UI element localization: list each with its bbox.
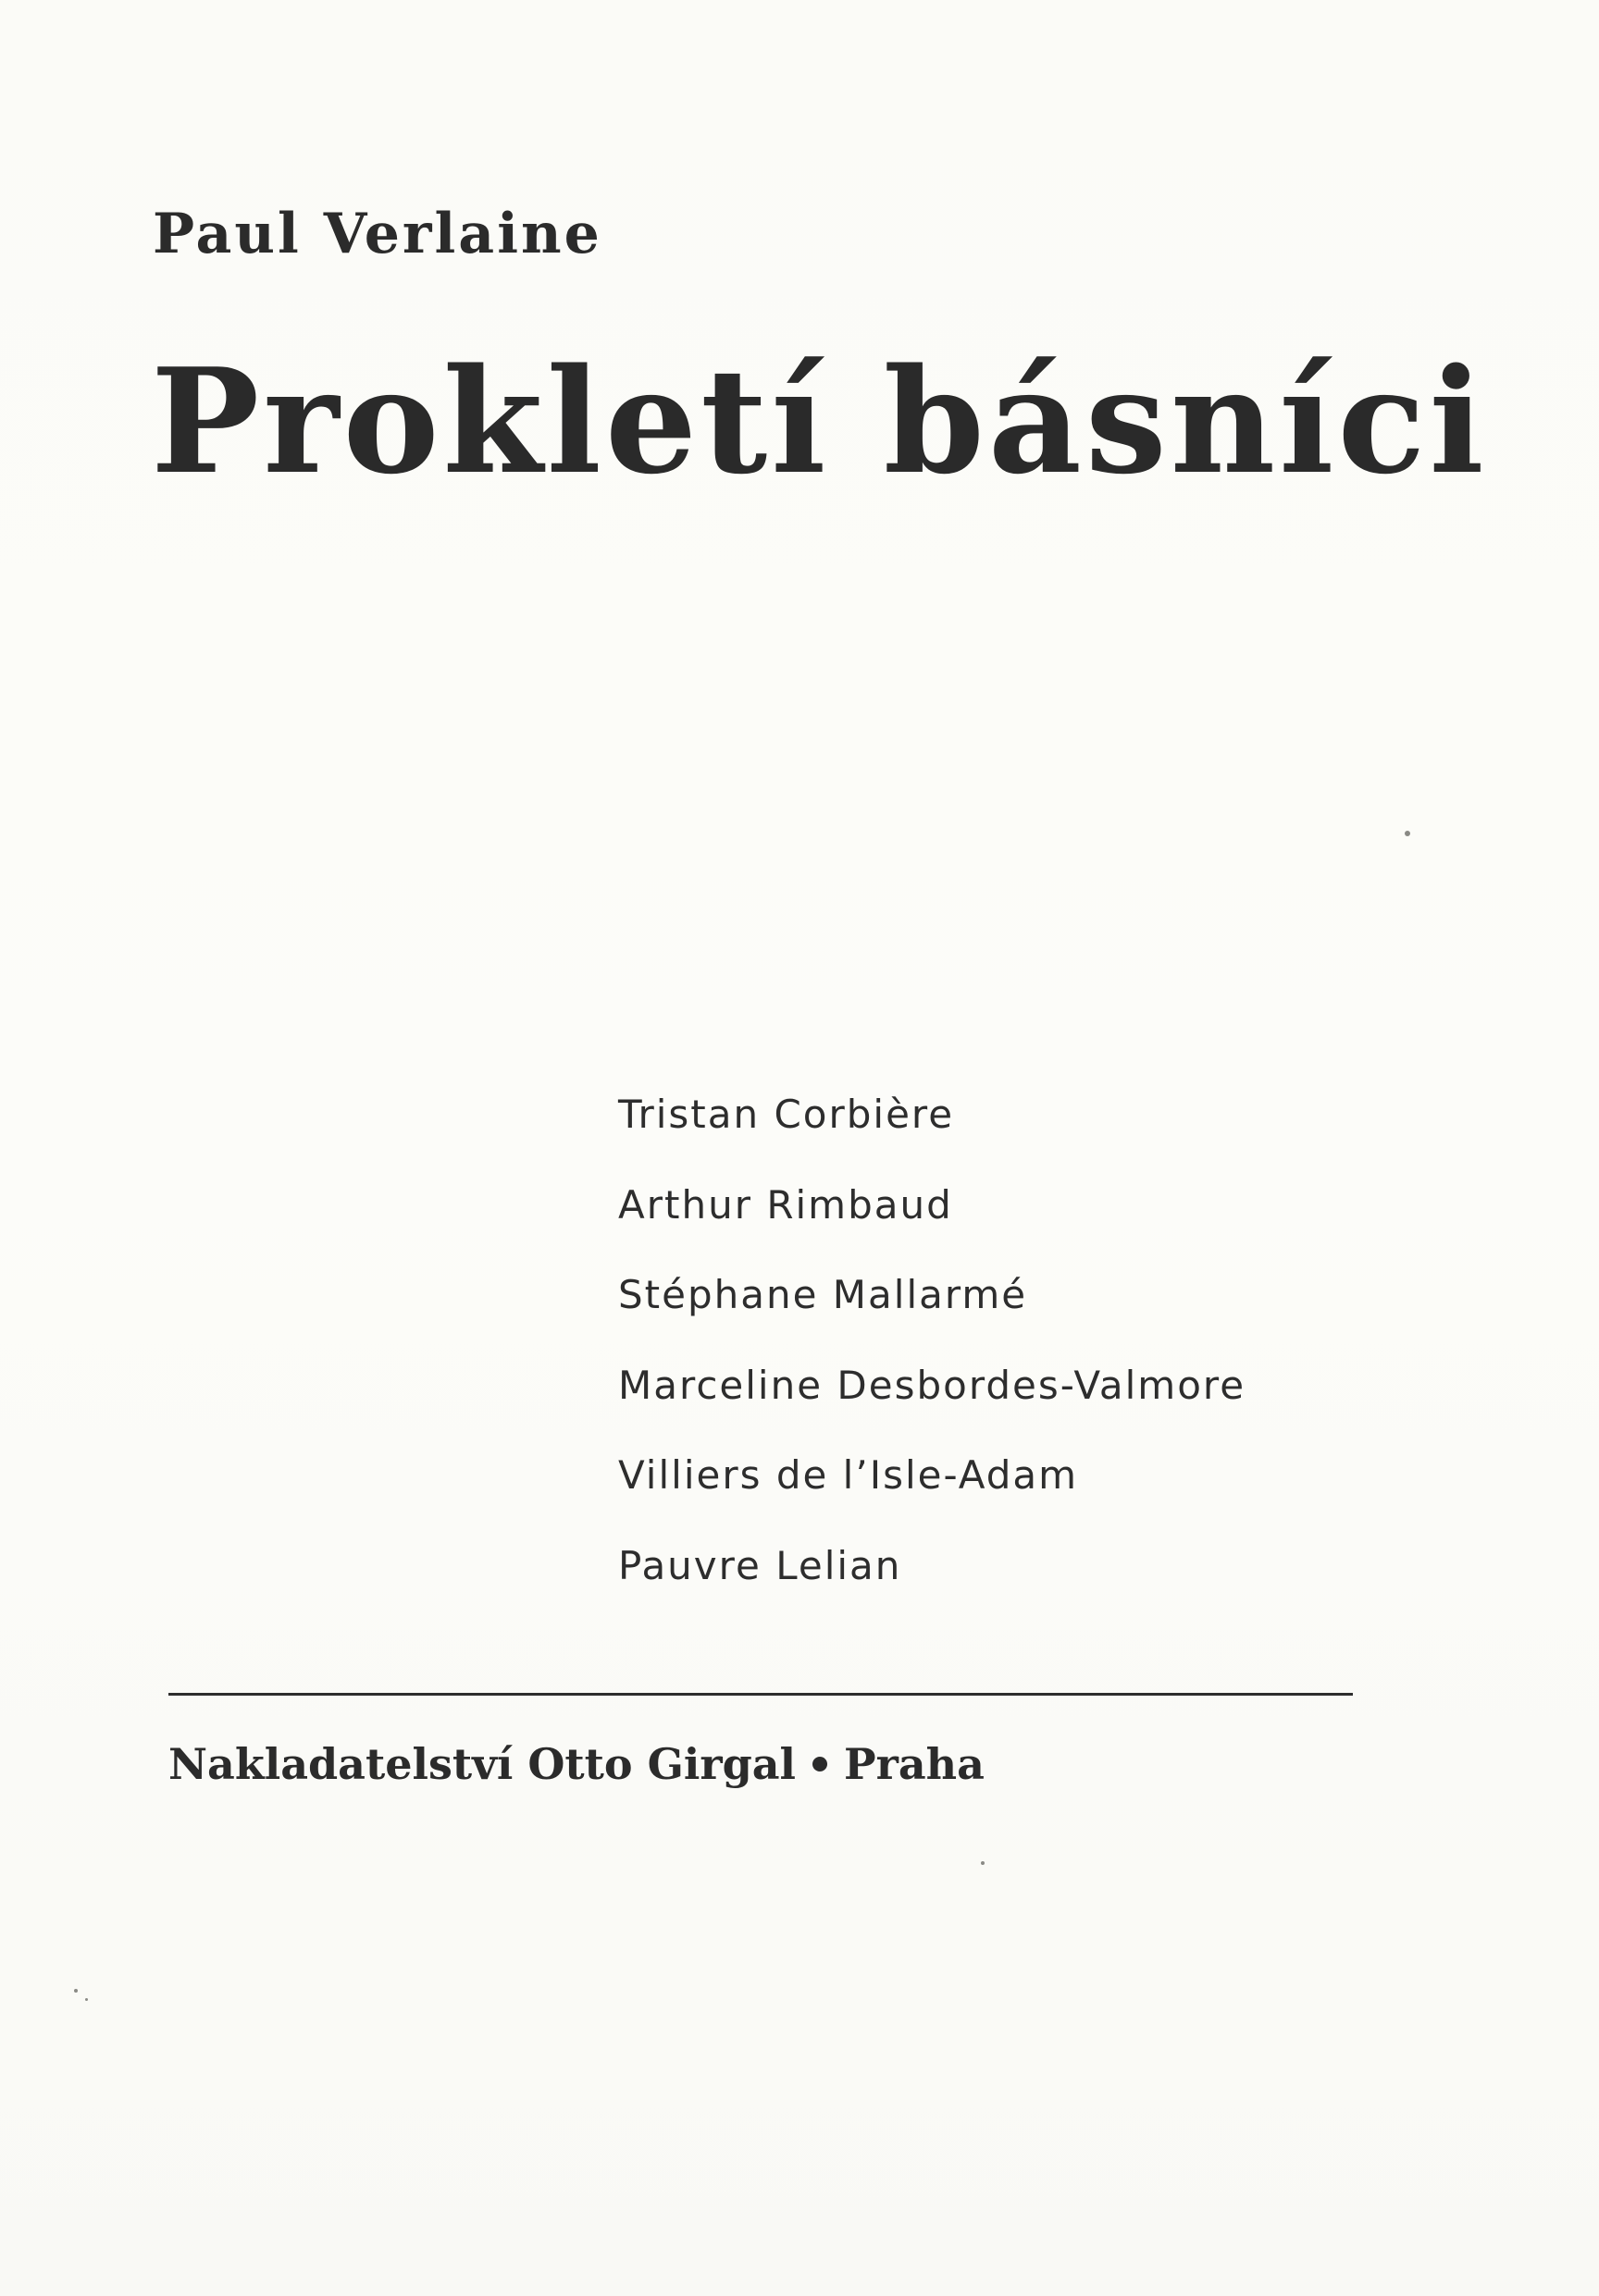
author-name: Paul Verlaine xyxy=(153,202,602,266)
publisher-name: Nakladatelství Otto Girgal xyxy=(168,1739,797,1789)
poet-item: Arthur Rimbaud xyxy=(618,1181,953,1228)
paper-speck xyxy=(981,1861,985,1865)
poet-item: Villiers de l’Isle-Adam xyxy=(618,1452,1079,1498)
bullet-icon xyxy=(812,1757,827,1771)
poet-item: Tristan Corbière xyxy=(618,1092,955,1137)
publisher-line xyxy=(168,1739,985,1789)
publisher-city: Praha xyxy=(844,1739,985,1789)
paper-speck xyxy=(74,1989,78,1993)
divider-line xyxy=(168,1693,1353,1696)
book-title: Prokletí básníci xyxy=(151,337,1488,506)
paper-speck xyxy=(85,1998,88,2001)
poets-list xyxy=(618,1084,1246,1625)
poet-item: Pauvre Lelian xyxy=(618,1542,902,1588)
poet-item: Marceline Desbordes-Valmore xyxy=(618,1362,1246,1408)
paper-speck xyxy=(1405,831,1410,836)
poet-item: Stéphane Mallarmé xyxy=(618,1272,1028,1317)
